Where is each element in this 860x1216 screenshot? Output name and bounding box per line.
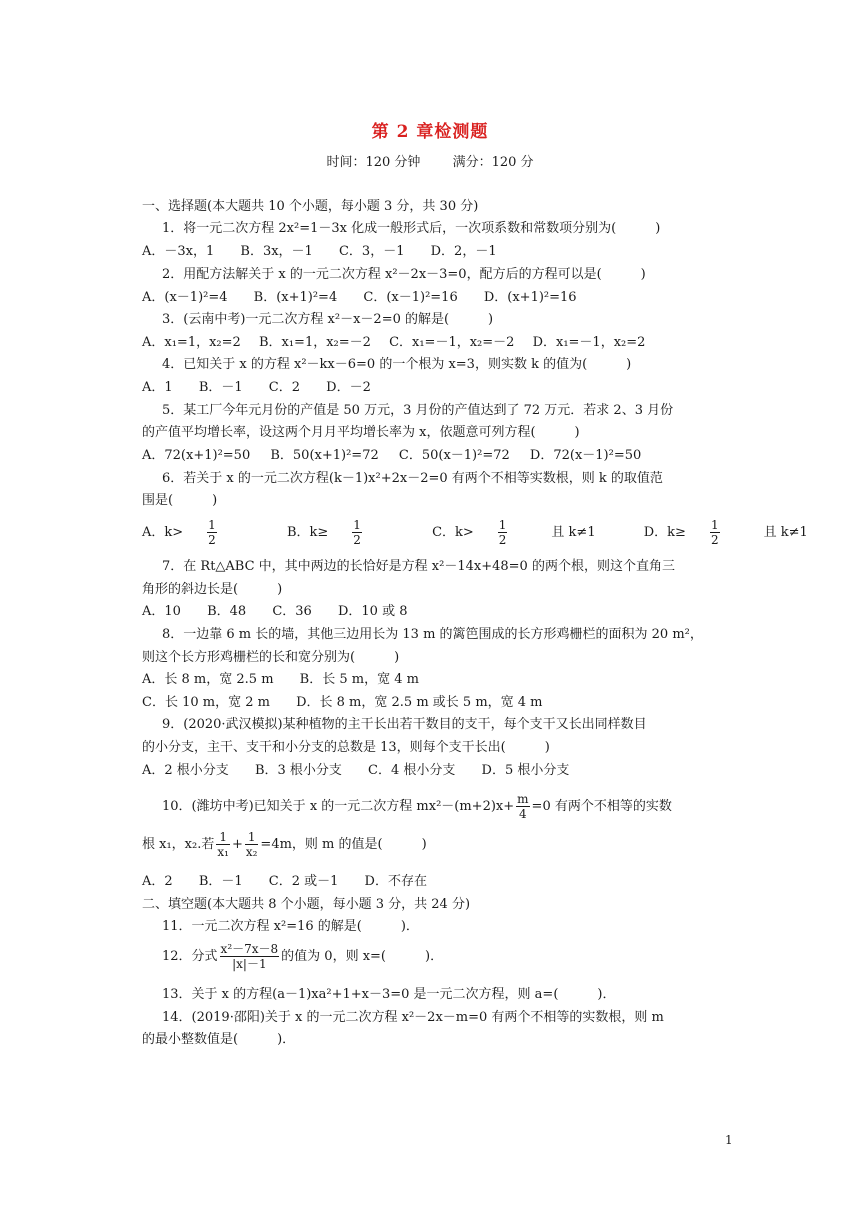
option-c: C．36 bbox=[272, 604, 312, 619]
section-heading-fill: 二、填空题(本大题共 8 个小题，每小题 3 分，共 24 分) bbox=[142, 897, 471, 912]
fraction-one-over-x1: $\frac{1}{\text{x₁}}$ bbox=[217, 830, 229, 859]
question-8-line1: 8．一边靠 6 m 长的墙，其他三边用长为 13 m 的篱笆围成的长方形鸡栅栏的面积为 20 m²， bbox=[162, 627, 703, 642]
option-a: A．－3x，1 bbox=[142, 244, 215, 259]
option-a: A．长 8 m，宽 2.5 m bbox=[142, 672, 274, 687]
question-1-stem: 1．将一元二次方程 2x²=1－3x 化成一般形式后，一次项系数和常数项分别为( ) bbox=[162, 221, 661, 236]
question-10-line1: 10．(潍坊中考)已知关于 x 的一元二次方程 mx²－(m+2)x+ $\frac{m}{4}$ =0 有两个不相等的实数 bbox=[162, 792, 672, 821]
question-7-line1: 7．在 Rt△ABC 中，其中两边的长恰好是方程 x²－14x+48=0 的两个根，则这个直角三 bbox=[162, 559, 675, 574]
option-b: B．k≥ $\frac{1}{2}$ bbox=[287, 516, 406, 550]
option-a: A．72(x+1)²=50 bbox=[142, 448, 251, 463]
option-a: A．k> $\frac{1}{2}$ bbox=[142, 516, 261, 550]
option-c: C．3，－1 bbox=[338, 244, 405, 259]
option-a: A．x₁=1，x₂=2 bbox=[142, 335, 241, 350]
option-b: B．－1 bbox=[198, 380, 243, 395]
option-d: D．2，－1 bbox=[430, 244, 497, 259]
time-limit: 时间：120 分钟 bbox=[326, 155, 421, 170]
option-a: A．2 bbox=[142, 874, 173, 889]
question-6-line1: 6．若关于 x 的一元二次方程(k－1)x²+2x－2=0 有两个不相等实数根，则 k 的取值范 bbox=[162, 471, 663, 486]
fraction-m-over-4: $\frac{m}{4}$ bbox=[517, 792, 529, 821]
question-3-stem: 3．(云南中考)一元二次方程 x²－x－2=0 的解是( ) bbox=[162, 312, 494, 327]
option-b: B．x₁=1，x₂=－2 bbox=[258, 335, 371, 350]
fraction-one-over-x2: $\frac{1}{\text{x₂}}$ bbox=[245, 830, 258, 859]
option-c: C．50(x－1)²=72 bbox=[398, 448, 510, 463]
fraction-one-half: $\frac{1}{2}$ bbox=[498, 518, 507, 547]
question-5-options bbox=[142, 447, 742, 465]
question-1-options bbox=[142, 243, 742, 261]
question-2-options bbox=[142, 289, 742, 307]
option-d: D．长 8 m，宽 2.5 m 或长 5 m，宽 4 m bbox=[296, 695, 543, 710]
option-b: B．50(x+1)²=72 bbox=[270, 448, 379, 463]
question-8-options-row1 bbox=[142, 671, 742, 689]
option-b: B．3x，－1 bbox=[240, 244, 313, 259]
option-c: C．x₁=－1，x₂=－2 bbox=[389, 335, 515, 350]
option-d: D．k≥ $\frac{1}{2}$ 且 k≠1 bbox=[643, 518, 808, 547]
question-14-line1: 14．(2019·邵阳)关于 x 的一元二次方程 x²－2x－m=0 有两个不相等的实数根，则 m bbox=[162, 1010, 664, 1025]
option-c: C．2 或－1 bbox=[268, 874, 339, 889]
option-b: B．－1 bbox=[198, 874, 243, 889]
question-5-line2: 的产值平均增长率，设这两个月月平均增长率为 x，依题意可列方程( ) bbox=[142, 425, 580, 440]
question-2-stem: 2．用配方法解关于 x 的一元二次方程 x²－2x－3=0，配方后的方程可以是( ) bbox=[162, 267, 646, 282]
option-c: C．长 10 m，宽 2 m bbox=[142, 695, 270, 710]
option-a: A．1 bbox=[142, 380, 173, 395]
question-6-options bbox=[142, 516, 808, 550]
question-9-options bbox=[142, 762, 742, 780]
question-9-line1: 9．(2020·武汉模拟)某种植物的主干长出若干数目的支干，每个支干又长出同样数目 bbox=[162, 717, 647, 732]
question-9-line2: 的小分支，主干、支干和小分支的总数是 13，则每个支干长出( ) bbox=[142, 740, 550, 755]
question-12: 12．分式 $\frac{\text{x²－7x－8}}{|x|-1}$ 的值为 0，则 x=( )． bbox=[162, 942, 444, 971]
option-b: B．长 5 m，宽 4 m bbox=[299, 672, 419, 687]
option-c: C．k> $\frac{1}{2}$ 且 k≠1 bbox=[432, 518, 596, 547]
question-8-line2: 则这个长方形鸡栅栏的长和宽分别为( ) bbox=[142, 650, 400, 665]
option-a: A．2 根小分支 bbox=[142, 763, 229, 778]
page-number: 1 bbox=[725, 1133, 733, 1147]
question-7-line2: 角形的斜边长是( ) bbox=[142, 582, 283, 597]
question-6-line2: 围是( ) bbox=[142, 493, 218, 508]
option-c: C．(x－1)²=16 bbox=[363, 290, 458, 305]
option-c: C．4 根小分支 bbox=[368, 763, 456, 778]
option-b: B．48 bbox=[207, 604, 247, 619]
option-d: D．不存在 bbox=[364, 874, 427, 889]
question-5-line1: 5．某工厂今年元月份的产值是 50 万元，3 月份的产值达到了 72 万元．若求 2、3 月份 bbox=[162, 403, 674, 418]
option-b: B．(x+1)²=4 bbox=[253, 290, 338, 305]
fraction-expression: $\frac{\text{x²－7x－8}}{|x|-1}$ bbox=[220, 942, 279, 971]
question-10-line2: 根 x₁，x₂.若 $\frac{1}{\text{x₁}}$ + $\frac{1}{\text{x₂}}$ =4m，则 m 的值是( ) bbox=[142, 830, 427, 859]
question-10-options bbox=[142, 873, 742, 891]
question-7-options bbox=[142, 603, 742, 621]
option-b: B．3 根小分支 bbox=[254, 763, 342, 778]
fraction-one-half: $\frac{1}{2}$ bbox=[353, 518, 361, 547]
option-d: D．72(x－1)²=50 bbox=[529, 448, 642, 463]
question-4-options bbox=[142, 379, 742, 397]
question-14-line2: 的最小整数值是( )． bbox=[142, 1032, 296, 1047]
section-heading-choice: 一、选择题(本大题共 10 个小题，每小题 3 分，共 30 分) bbox=[142, 199, 479, 214]
option-d: D．5 根小分支 bbox=[481, 763, 570, 778]
question-8-options-row2 bbox=[142, 694, 742, 712]
option-c: C．2 bbox=[268, 380, 300, 395]
page-title: 第 2 章检测题 bbox=[371, 122, 489, 142]
full-score: 满分：120 分 bbox=[452, 155, 534, 170]
fraction-one-half: $\frac{1}{2}$ bbox=[710, 518, 719, 547]
question-4-stem: 4．已知关于 x 的方程 x²－kx－6=0 的一个根为 x=3，则实数 k 的值为( ) bbox=[162, 357, 632, 372]
fraction-one-half: $\frac{1}{2}$ bbox=[208, 518, 216, 547]
option-d: D．(x+1)²=16 bbox=[483, 290, 577, 305]
option-a: A．(x－1)²=4 bbox=[142, 290, 228, 305]
question-3-options bbox=[142, 334, 742, 352]
option-d: D．－2 bbox=[326, 380, 371, 395]
option-d: D．10 或 8 bbox=[337, 604, 408, 619]
exam-meta bbox=[0, 151, 860, 170]
question-11: 11．一元二次方程 x²=16 的解是( )． bbox=[162, 919, 419, 934]
option-a: A．10 bbox=[142, 604, 181, 619]
question-13: 13．关于 x 的方程(a－1)xa²+1+x－3=0 是一元二次方程，则 a=( )． bbox=[162, 987, 616, 1002]
option-d: D．x₁=－1，x₂=2 bbox=[532, 335, 646, 350]
